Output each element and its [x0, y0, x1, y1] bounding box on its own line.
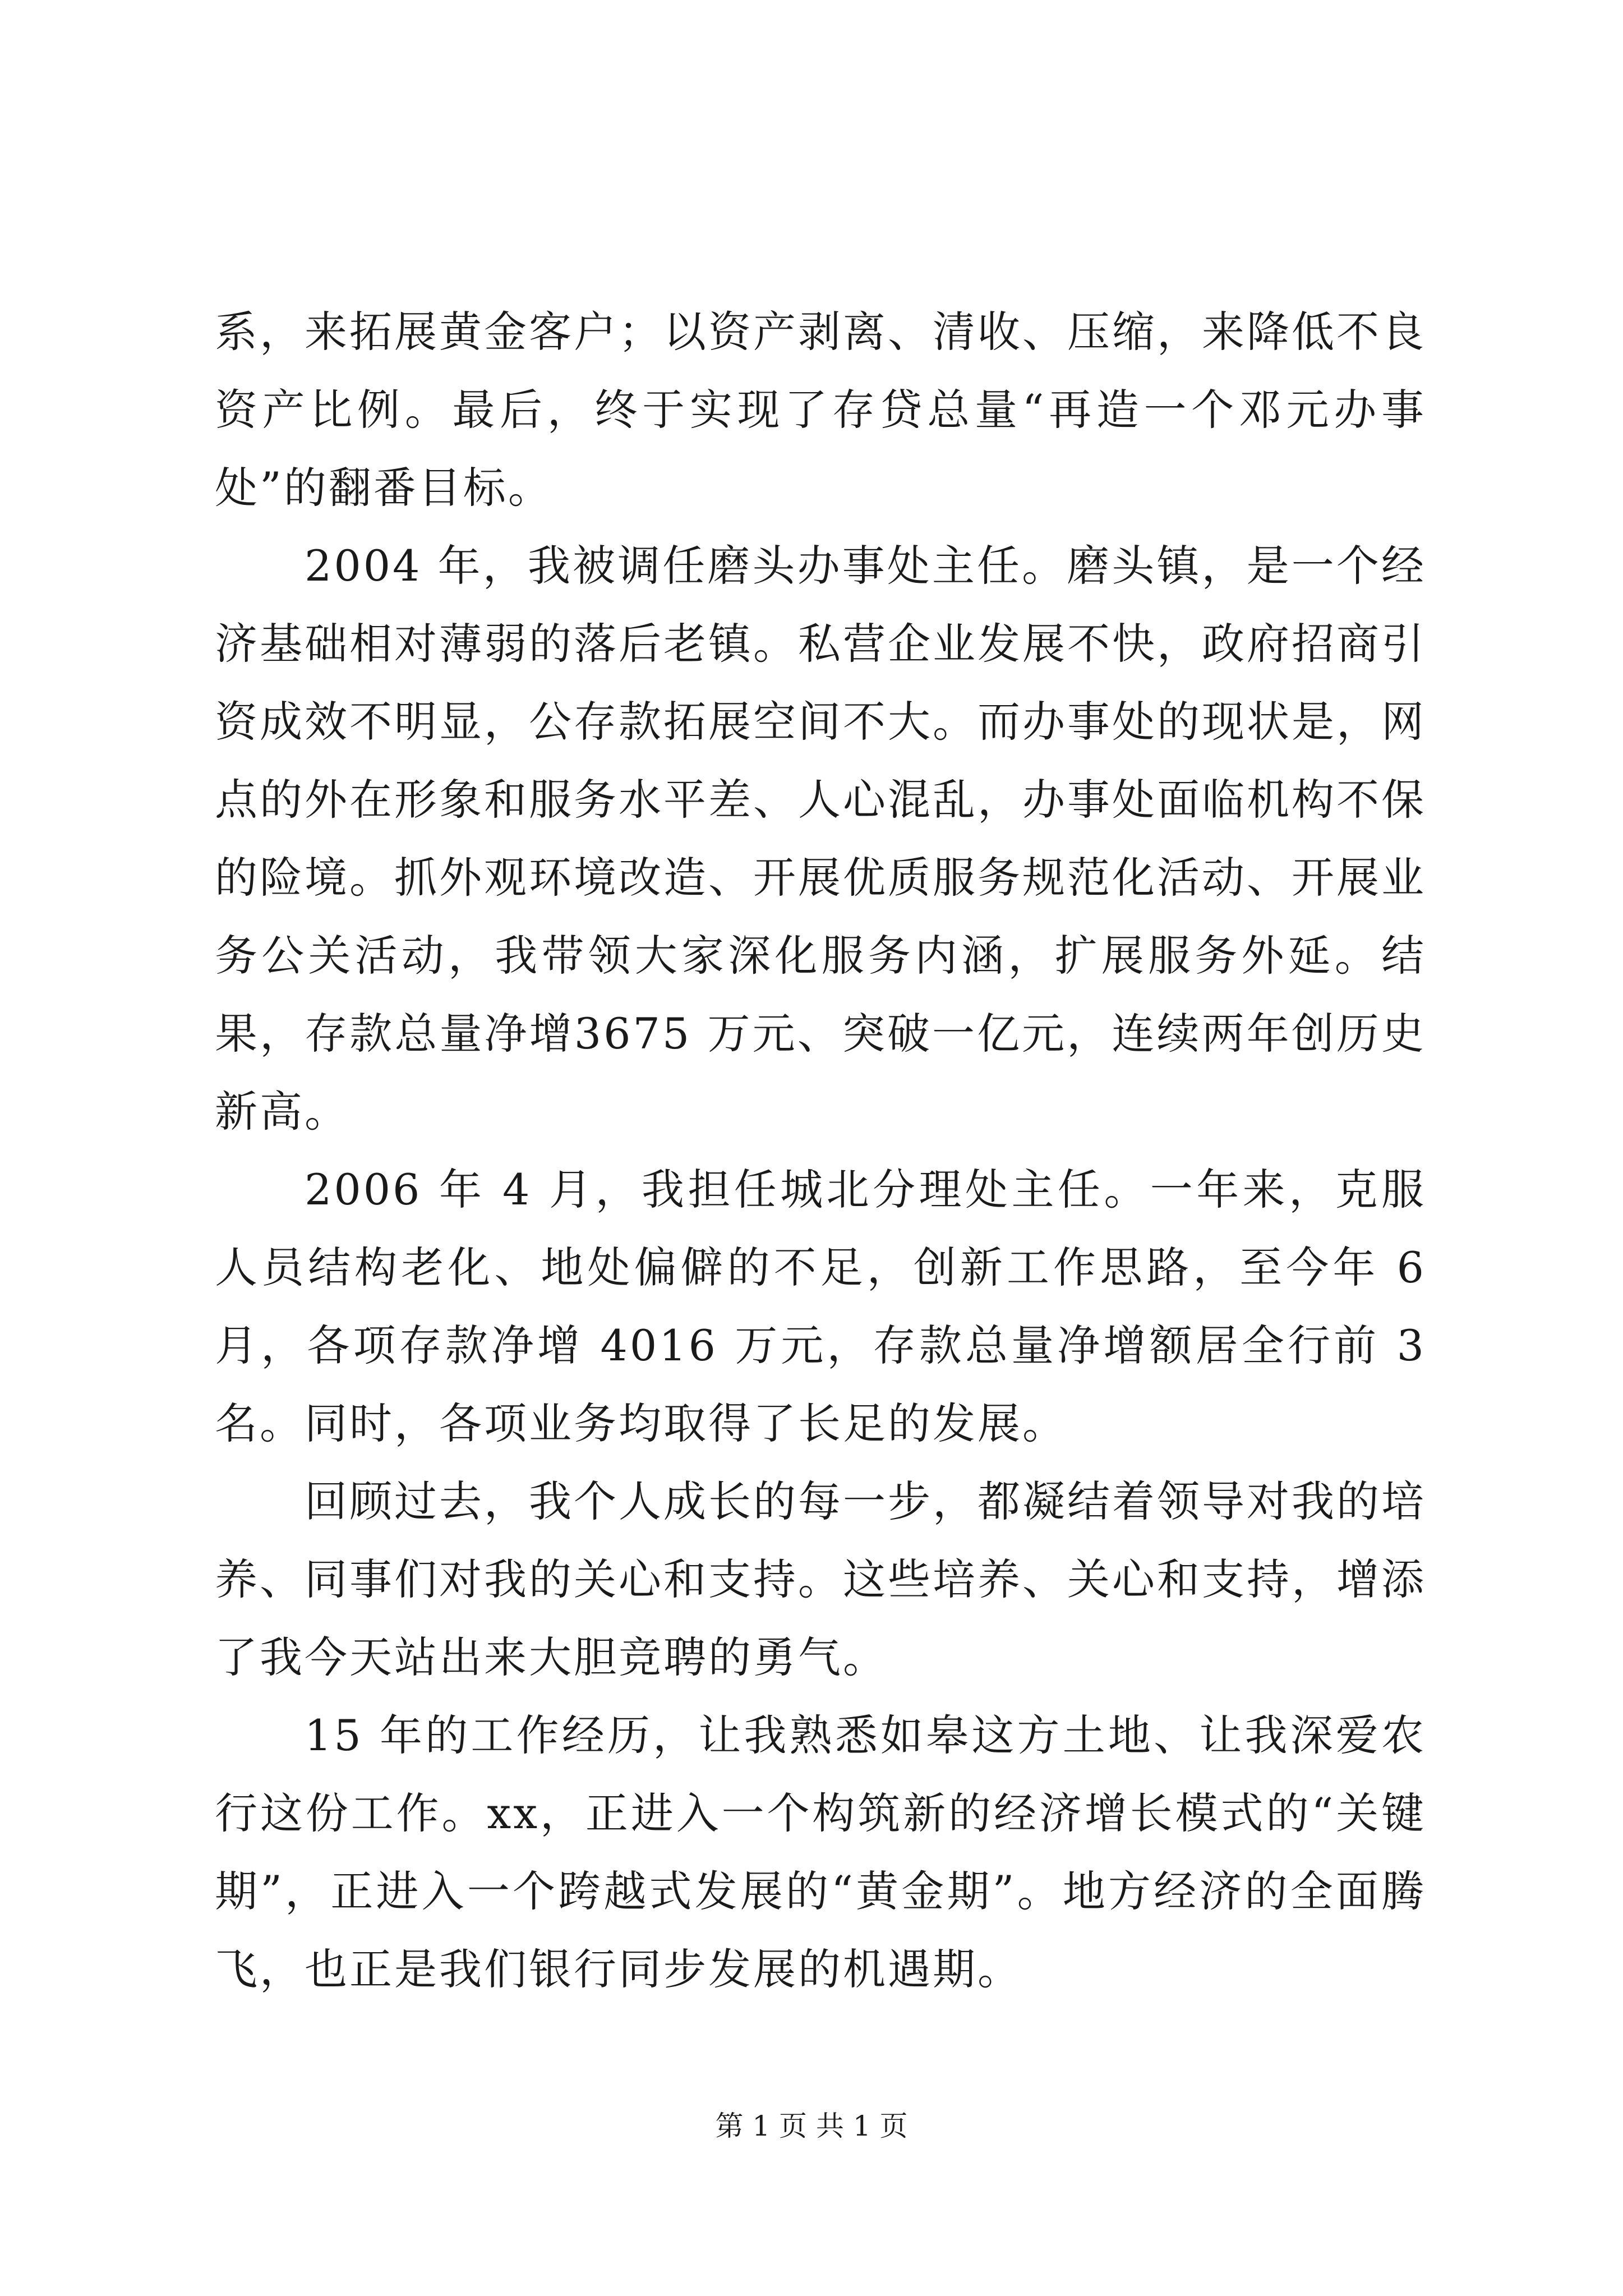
document-body	[215, 293, 1426, 2008]
page-number-footer: 第 1 页 共 1 页	[715, 2110, 908, 2142]
paragraph: 15 年的工作经历，让我熟悉如皋这方土地、让我深爱农行这份工作。xx，正进入一个构筑新的经济增长模式的“关键期”，正进入一个跨越式发展的“黄金期”。地方经济的全面腾飞，也正是我们银行同步发展的机遇期。	[215, 1710, 1426, 1994]
paragraph: 2004 年，我被调任磨头办事处主任。磨头镇，是一个经济基础相对薄弱的落后老镇。私营企业发展不快，政府招商引资成效不明显，公存款拓展空间不大。而办事处的现状是，网点的外在形象和服务水平差、人心混乱，办事处面临机构不保的险境。抓外观环境改造、开展优质服务规范化活动、开展业务公关活动，我带领大家深化服务内涵，扩展服务外延。结果，存款总量净增3675 万元、突破一亿元，连续两年创历史新高。	[215, 541, 1426, 1137]
paragraph: 回顾过去，我个人成长的每一步，都凝结着领导对我的培养、同事们对我的关心和支持。这些培养、关心和支持，增添了我今天站出来大胆竞聘的勇气。	[215, 1476, 1426, 1682]
paragraph: 系，来拓展黄金客户；以资产剥离、清收、压缩，来降低不良资产比例。最后，终于实现了存贷总量“再造一个邓元办事处”的翻番目标。	[215, 307, 1426, 513]
paragraph: 2006 年 4 月，我担任城北分理处主任。一年来，克服人员结构老化、地处偏僻的不足，创新工作思路，至今年 6 月，各项存款净增 4016 万元，存款总量净增额居全行前 3 名。同时，各项业务均取得了长足的发展。	[215, 1165, 1426, 1448]
